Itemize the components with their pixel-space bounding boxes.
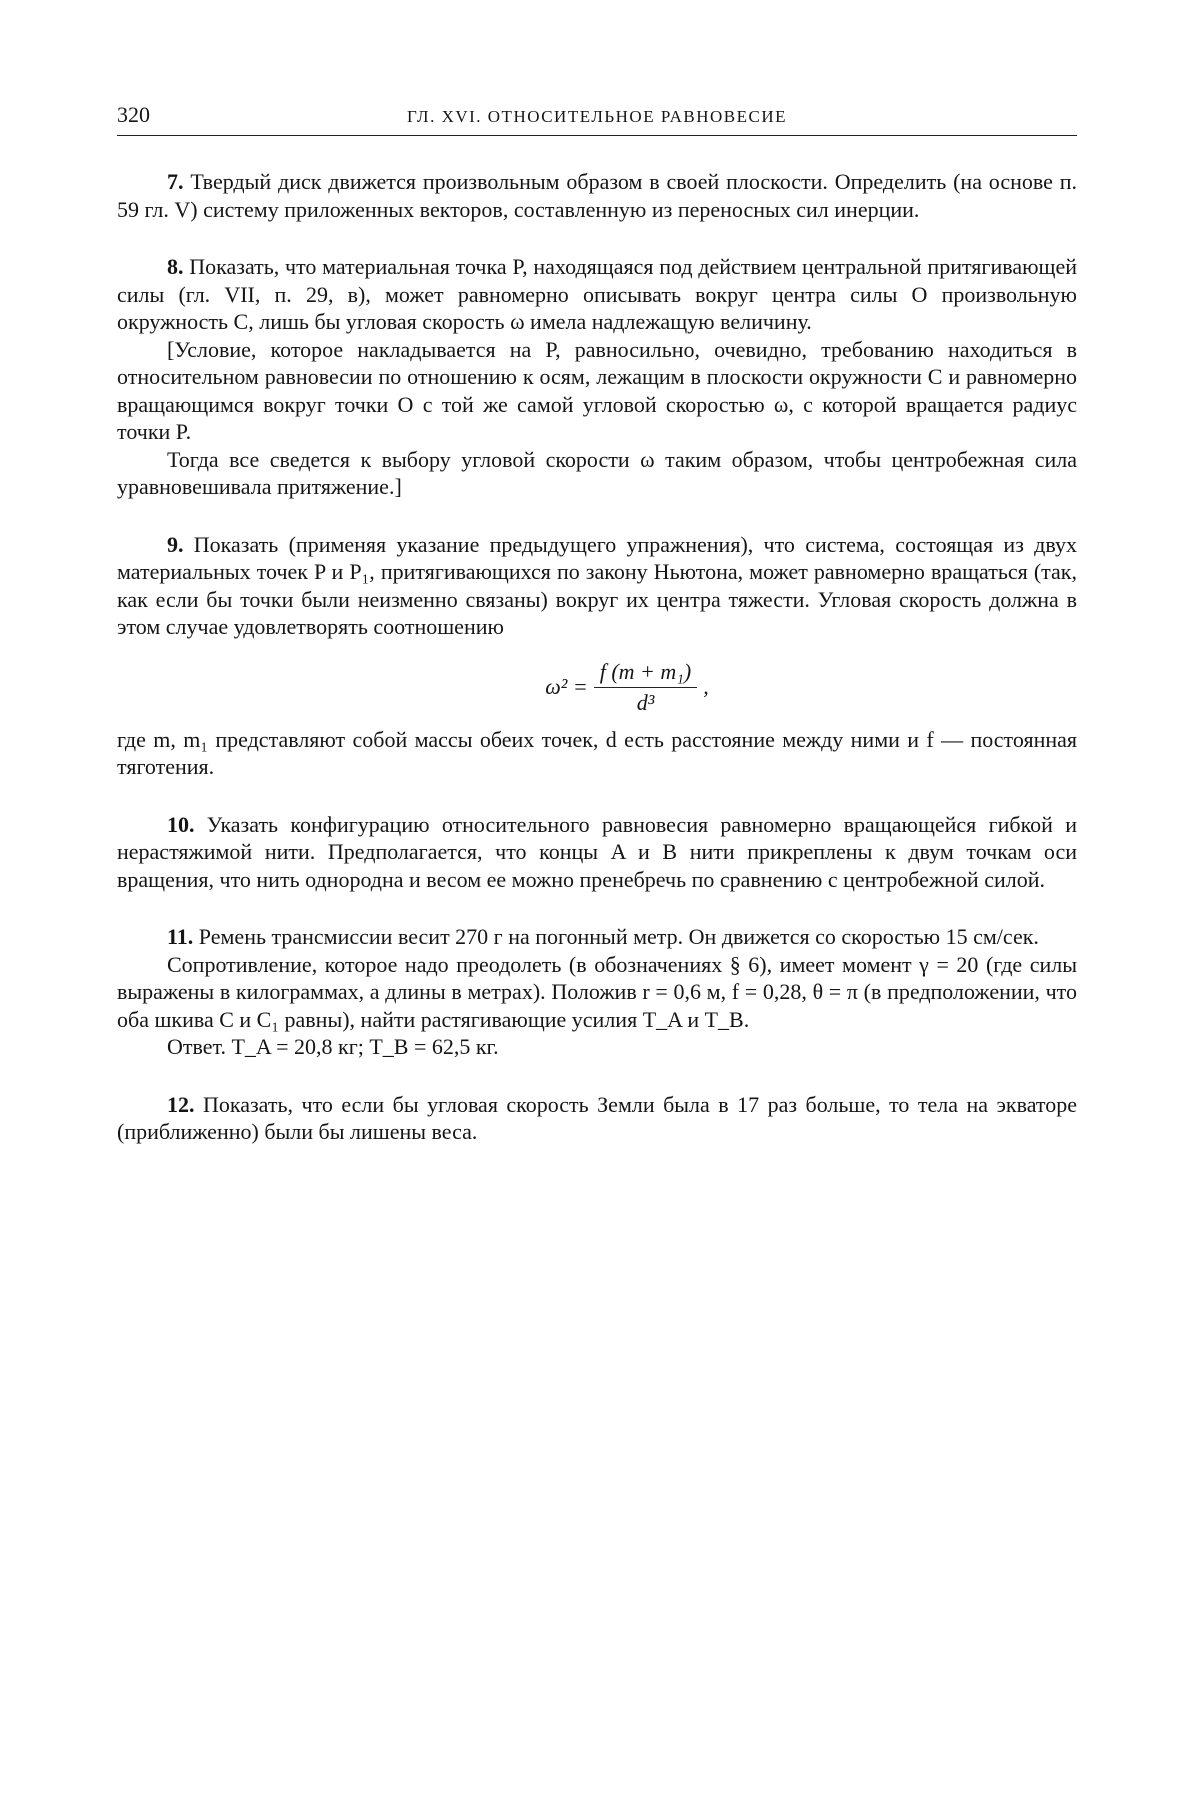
page-number: 320 — [117, 102, 150, 127]
problem-number: 7. — [167, 169, 184, 194]
page-content — [117, 168, 1077, 1146]
problem-number: 9. — [167, 531, 184, 557]
problem-text: Показать, что если бы угловая скорость Земли была в 17 раз больше, то тела на экваторе (приближенно) были бы лишены веса. — [117, 1091, 1077, 1144]
problem-number: 11. — [167, 924, 194, 949]
page-header — [117, 95, 1077, 136]
book-page — [117, 95, 1077, 1146]
formula-lhs: ω² = — [545, 674, 588, 700]
formula-fraction — [594, 659, 698, 716]
problem-10 — [117, 811, 1077, 894]
problem-12 — [117, 1091, 1077, 1146]
problem-note: Тогда все сведется к выбору угловой скорости ω таким образом, чтобы центробежная сила уравновешивала притяжение.] — [117, 446, 1077, 499]
formula-angular-velocity — [117, 659, 1077, 716]
formula-denominator: d³ — [636, 689, 655, 715]
problem-7 — [117, 168, 1077, 223]
problem-text: Показать (применяя указание предыдущего упражнения), что система, состоящая из двух материальных точек P и P₁, притягивающихся по закону Ньютона, может равномерно вращаться (так, как если бы точки были неизменно связаны) вокруг их центра тяжести. Угловая скорость должна в этом случае удовлетворять соотношению — [117, 531, 1077, 639]
problem-note: [Условие, которое накладывается на P, равносильно, очевидно, требованию находиться в относительном равновесии по отношению к осям, лежащим в плоскости окружности C и равномерно вращающимся вокруг точки O с той же самой угловой скоростью ω, с которой вращается радиус точки P. — [117, 336, 1077, 444]
problem-number: 12. — [167, 1091, 195, 1117]
formula-numerator: f (m + m₁) — [594, 659, 698, 688]
problem-number: 8. — [167, 254, 184, 279]
problem-text: Показать, что материальная точка P, находящаяся под действием центральной притягивающей силы (гл. VII, п. 29, в), может равномерно описывать вокруг центра силы O произвольную окружность C, лишь бы угловая скорость ω имела надлежащую величину. — [117, 254, 1077, 334]
problem-8 — [117, 253, 1077, 501]
problem-text: Указать конфигурацию относительного равновесия равномерно вращающейся гибкой и нерастяжимой нити. Предполагается, что концы A и B нити прикреплены к двум точкам оси вращения, что нить однородна и весом ее можно пренебречь по сравнению с центробежной силой. — [117, 811, 1077, 892]
problem-11 — [117, 923, 1077, 1061]
problem-answer: Ответ. T_A = 20,8 кг; T_B = 62,5 кг. — [167, 1034, 499, 1059]
problem-text: Твердый диск движется произвольным образом в своей плоскости. Определить (на основе п. 59 гл. V) систему приложенных векторов, составленную из переносных сил инерции. — [117, 169, 1078, 222]
chapter-title: ГЛ. XVI. ОТНОСИТЕЛЬНОЕ РАВНОВЕСИЕ — [406, 107, 788, 126]
problem-paragraph: Сопротивление, которое надо преодолеть (в обозначениях § 6), имеет момент γ = 20 (где силы выражены в килограммах, а длины в метрах). Положив r = 0,6 м, f = 0,28, θ = π (в предположении, что оба шкива C и C₁ равны), найти растягивающие усилия T_A и T_B. — [117, 951, 1077, 1032]
problem-text-after: где m, m₁ представляют собой массы обеих точек, d есть расстояние между ними и f — постоянная тяготения. — [117, 726, 1077, 779]
problem-text: Ремень трансмиссии весит 270 г на погонный метр. Он движется со скоростью 15 см/сек. — [198, 924, 1039, 949]
formula-trail: , — [703, 674, 709, 700]
problem-number: 10. — [167, 811, 195, 837]
problem-9 — [117, 531, 1077, 781]
